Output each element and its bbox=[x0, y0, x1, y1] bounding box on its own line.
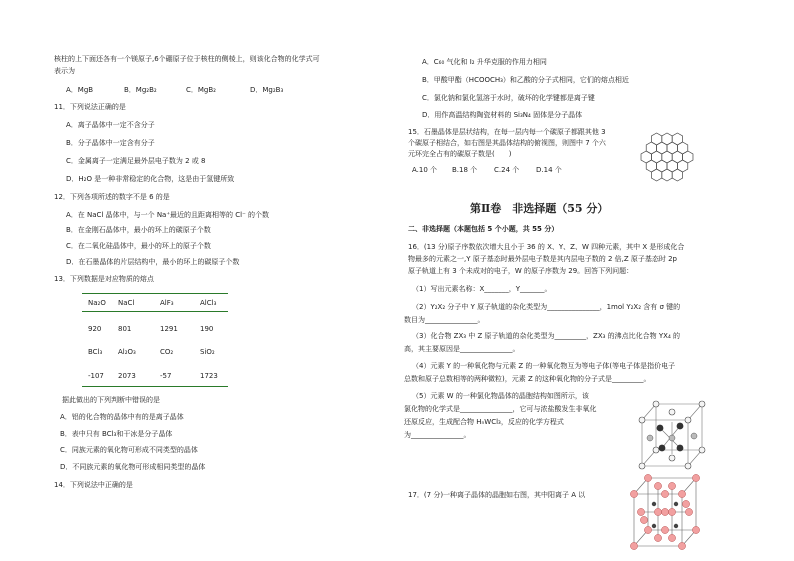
q13-option-d: D．不同族元素的氧化物可形成相同类型的晶体 bbox=[60, 463, 206, 471]
q14-option-b: B．甲酸甲酯（HCOOCH₃）和乙酸的分子式相同，它们的熔点相近 bbox=[422, 76, 629, 84]
cation-sphere bbox=[668, 534, 675, 541]
table-cell: 801 bbox=[118, 325, 132, 333]
q14-option-d: D．用作高温结构陶瓷材料的 Si₃N₄ 固体是分子晶体 bbox=[422, 111, 583, 119]
table-cell: -57 bbox=[160, 372, 172, 380]
q13-option-c: C．同族元素的氧化物可形成不同类型的晶体 bbox=[60, 446, 198, 454]
cation-sphere bbox=[630, 542, 637, 549]
table-cell: AlCl₃ bbox=[200, 299, 217, 307]
q13-prompt: 据此做出的下列判断中错误的是 bbox=[62, 396, 160, 404]
q15-option-b: B.18 个 bbox=[452, 166, 478, 174]
q16-part5-line4: 为_______________。 bbox=[404, 431, 471, 439]
cation-sphere bbox=[637, 508, 644, 515]
q12-stem: 12．下列各项所述的数字不是 6 的是 bbox=[54, 193, 170, 201]
table-top-rule bbox=[82, 293, 228, 294]
table-cell: Na₂O bbox=[88, 299, 106, 307]
q16-part5-line3: 还原反应，生成配合物 HₙWCl₃，反应的化学方程式 bbox=[404, 418, 564, 426]
q10-option-b: B．Mg₂B₂ bbox=[124, 86, 157, 94]
q14-stem: 14．下列说法中正确的是 bbox=[54, 481, 133, 489]
q12-option-d: D．在石墨晶体的片层结构中，最小的环上的碳原子个数 bbox=[66, 258, 240, 266]
table-cell: Al₂O₃ bbox=[118, 348, 136, 356]
chloride-unit-cell-figure bbox=[636, 398, 708, 470]
table-cell: 190 bbox=[200, 325, 214, 333]
cation-sphere bbox=[678, 490, 685, 497]
q16-part4-line2: 总数和原子总数相等的两种微粒)，元素 Z 的这种氧化物的分子式是_________。 bbox=[404, 375, 651, 383]
q16-part2-line1: （2）Y₂X₂ 分子中 Y 原子轨道的杂化类型为_______________，1mol Y₂X₂ 含有 σ 键的 bbox=[412, 303, 681, 311]
q11-option-b: B．分子晶体中一定含有分子 bbox=[66, 139, 155, 147]
q10-option-a: A．MgB bbox=[66, 86, 94, 94]
q16-line2: 物最多的元素之一,Y 原子基态时最外层电子数是其内层电子数的 2 倍,Z 原子基态时 2p bbox=[408, 255, 677, 263]
q11-option-d: D．H₂O 是一种非常稳定的化合物，这是由于氢键所致 bbox=[66, 175, 235, 183]
cation-sphere bbox=[640, 516, 647, 523]
q14-option-c: C．氯化钠和氯化氢溶于水时，破坏的化学键都是离子键 bbox=[422, 94, 595, 102]
q15-line2: 个碳原子相结合，如右图是其晶体结构的俯视图，则图中 7 个六 bbox=[408, 139, 606, 147]
q11-option-c: C．金属离子一定满足最外层电子数为 2 或 8 bbox=[66, 157, 206, 165]
q12-option-b: B．在金刚石晶体中，最小的环上的碳原子个数 bbox=[66, 226, 211, 234]
cation-sphere bbox=[661, 526, 668, 533]
q16-part4-line1: （4）元素 Y 的一种氧化物与元素 Z 的一种氧化物互为等电子体(等电子体是指价电子 bbox=[412, 362, 676, 370]
table-cell: CO₂ bbox=[160, 348, 174, 356]
q16-part2-line2: 数目为_______________。 bbox=[404, 316, 485, 324]
table-cell: -107 bbox=[88, 372, 104, 380]
cation-sphere bbox=[654, 534, 661, 541]
table-cell: AlF₃ bbox=[160, 299, 174, 307]
cation-sphere bbox=[685, 508, 692, 515]
q16-line1: 16．(13 分)原子序数依次增大且小于 36 的 X、Y、Z、W 四种元素，其中 X 是形成化合 bbox=[408, 243, 685, 251]
cation-sphere bbox=[668, 508, 675, 515]
graphite-hexagon-figure bbox=[632, 122, 702, 192]
q16-part5-line2: 氯化物的化学式是_______________，它可与浓盐酸发生非氧化 bbox=[404, 405, 597, 413]
cation-sphere bbox=[654, 508, 661, 515]
q12-option-a: A．在 NaCl 晶体中，与一个 Na⁺最近的且距离相等的 Cl⁻ 的个数 bbox=[66, 211, 270, 219]
q15-option-c: C.24 个 bbox=[494, 166, 520, 174]
table-cell: 1723 bbox=[200, 372, 218, 380]
q15-option-d: D.14 个 bbox=[536, 166, 562, 174]
q16-part3-line2: 高，其主要原因是_______________。 bbox=[404, 345, 520, 353]
cation-sphere bbox=[692, 526, 699, 533]
q16-line3: 原子轨道上有 3 个未成对的电子，W 的原子序数为 29。回答下列问题： bbox=[408, 267, 634, 275]
ionic-unit-cell-figure bbox=[624, 468, 704, 554]
cation-sphere bbox=[668, 482, 675, 489]
q13-option-a: A．铝的化合物的晶体中有的是离子晶体 bbox=[60, 413, 184, 421]
table-cell: 920 bbox=[88, 325, 102, 333]
cation-sphere bbox=[644, 526, 651, 533]
q13-stem: 13．下列数据是对应物质的熔点 bbox=[54, 275, 154, 283]
section-subtitle: 二、非选择题（本题包括 5 个小题，共 55 分） bbox=[408, 225, 559, 233]
q15-line1: 15．石墨晶体是层状结构，在每一层内每一个碳原子都跟其他 3 bbox=[408, 128, 606, 136]
q11-stem: 11．下列说法正确的是 bbox=[54, 103, 126, 111]
q14-option-a: A．C₆₀ 气化和 I₂ 升华克服的作用力相同 bbox=[422, 58, 547, 66]
table-cell: BCl₃ bbox=[88, 348, 103, 356]
hexagon-ring bbox=[683, 151, 693, 163]
table-cell: NaCl bbox=[118, 299, 135, 307]
cation-sphere bbox=[654, 482, 661, 489]
table-bottom-rule bbox=[82, 386, 228, 387]
table-cell: 1291 bbox=[160, 325, 178, 333]
q10-option-c: C．MgB₂ bbox=[186, 86, 216, 94]
q10-option-d: D．Mg₂B₃ bbox=[250, 86, 284, 94]
table-cell: SiO₂ bbox=[200, 348, 215, 356]
q17-stem: 17．(7 分)一种离子晶体的晶胞如右图，其中阳离子 A 以 bbox=[408, 491, 586, 499]
cation-sphere bbox=[644, 474, 651, 481]
table-cell: 2073 bbox=[118, 372, 136, 380]
q10-intro-line1: 核柱的上下面还各有一个镁原子,6个硼原子位于核柱的侧棱上，则该化合物的化学式可 bbox=[54, 55, 320, 63]
cation-sphere bbox=[682, 500, 689, 507]
cation-sphere bbox=[678, 542, 685, 549]
section-title: 第Ⅱ卷 非选择题（55 分） bbox=[470, 202, 609, 215]
cation-sphere bbox=[661, 490, 668, 497]
q10-intro-line2: 表示为 bbox=[54, 67, 75, 75]
q15-option-a: A.10 个 bbox=[412, 166, 438, 174]
cation-sphere bbox=[630, 490, 637, 497]
q16-part3-line1: （3）化合物 ZX₃ 中 Z 原子轨道的杂化类型为_________，ZX₃ 的沸点比化合物 YX₄ 的 bbox=[412, 332, 680, 340]
q13-option-b: B．表中只有 BCl₃和干冰是分子晶体 bbox=[60, 430, 173, 438]
q12-option-c: C．在二氧化硅晶体中，最小的环上的原子个数 bbox=[66, 242, 211, 250]
q11-option-a: A．离子晶体中一定不含分子 bbox=[66, 121, 155, 129]
cation-sphere bbox=[692, 474, 699, 481]
q15-line3: 元环完全占有的碳原子数是( ) bbox=[408, 150, 512, 158]
cation-sphere bbox=[661, 508, 668, 515]
q16-part5-line1: （5）元素 W 的一种氯化物晶体的晶胞结构如图所示，该 bbox=[412, 392, 589, 400]
table-header-rule bbox=[82, 311, 228, 312]
q16-part1: （1）写出元素名称：X_______，Y_______。 bbox=[412, 285, 552, 293]
